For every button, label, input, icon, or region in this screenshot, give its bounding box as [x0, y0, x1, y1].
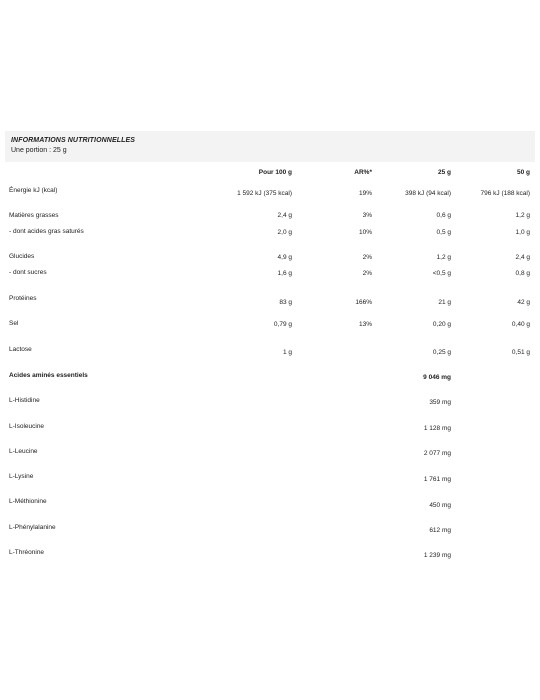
- column-header-ar: AR%*: [354, 169, 372, 176]
- row-value-serving-50g: 1,2 g: [515, 212, 530, 219]
- row-value-serving-25g: 1 239 mg: [423, 552, 451, 559]
- row-value-serving-25g: 1 761 mg: [423, 476, 451, 483]
- row-label: Lactose: [9, 346, 32, 353]
- row-label: L-Isoleucine: [9, 423, 45, 430]
- row-label: L-Phénylalanine: [9, 524, 56, 531]
- row-value-serving-50g: 42 g: [517, 299, 530, 306]
- row-label: - dont sucres: [9, 269, 47, 276]
- row-label: Glucides: [9, 253, 35, 260]
- row-value-serving-25g: 21 g: [438, 299, 451, 306]
- row-value-per100: 2,0 g: [277, 229, 292, 236]
- nutrition-header: [5, 131, 535, 162]
- row-value-serving-50g: 0,40 g: [511, 321, 530, 328]
- row-label: L-Thréonine: [9, 549, 45, 556]
- row-label: - dont acides gras saturés: [9, 228, 84, 235]
- row-value-serving-25g: 359 mg: [429, 399, 451, 406]
- row-value-per100: 0,79 g: [273, 321, 292, 328]
- row-value-serving-25g: 450 mg: [429, 502, 451, 509]
- row-value-serving-25g: 0,6 g: [436, 212, 451, 219]
- row-value-serving-25g: 0,5 g: [436, 229, 451, 236]
- row-label: Énergie kJ (kcal): [9, 187, 58, 194]
- nutrition-title: INFORMATIONS NUTRITIONNELLES: [11, 137, 135, 144]
- row-label: L-Leucine: [9, 448, 38, 455]
- row-label: L-Histidine: [9, 397, 40, 404]
- row-value-serving-25g: 612 mg: [429, 527, 451, 534]
- row-value-serving-25g: 9 046 mg: [423, 374, 451, 381]
- column-header-serving-50g: 50 g: [516, 169, 530, 176]
- row-value-per100: 2,4 g: [277, 212, 292, 219]
- row-value-ar: 19%: [358, 190, 372, 197]
- row-label: Matières grasses: [9, 212, 59, 219]
- row-value-serving-25g: 1,2 g: [436, 254, 451, 261]
- row-value-per100: 1 g: [282, 349, 292, 356]
- row-value-ar: 2%: [362, 254, 372, 261]
- nutrition-panel: [5, 131, 535, 571]
- row-label: L-Lysine: [9, 473, 34, 480]
- row-value-ar: 166%: [355, 299, 372, 306]
- row-value-serving-50g: 0,8 g: [515, 270, 530, 277]
- column-header-per100: Pour 100 g: [258, 169, 292, 176]
- column-header-serving-25g: 25 g: [437, 169, 451, 176]
- row-value-ar: 10%: [358, 229, 372, 236]
- row-value-serving-25g: 1 128 mg: [423, 425, 451, 432]
- row-value-serving-25g: 0,20 g: [432, 321, 451, 328]
- row-value-serving-25g: 0,25 g: [432, 349, 451, 356]
- row-label: Protéines: [9, 295, 37, 302]
- row-label: L-Méthionine: [9, 498, 47, 505]
- row-value-serving-25g: 2 077 mg: [423, 450, 451, 457]
- row-value-serving-50g: 2,4 g: [515, 254, 530, 261]
- row-value-per100: 1,6 g: [277, 270, 292, 277]
- row-value-serving-25g: 398 kJ (94 kcal): [405, 190, 451, 197]
- row-value-per100: 83 g: [279, 299, 292, 306]
- row-value-per100: 1 592 kJ (375 kcal): [237, 190, 292, 197]
- row-value-per100: 4,9 g: [277, 254, 292, 261]
- row-value-serving-50g: 0,51 g: [511, 349, 530, 356]
- portion-subtitle: Une portion : 25 g: [11, 147, 67, 154]
- row-value-ar: 2%: [362, 270, 372, 277]
- row-value-serving-25g: <0,5 g: [432, 270, 451, 277]
- row-value-ar: 3%: [362, 212, 372, 219]
- row-label: Acides aminés essentiels: [9, 372, 88, 379]
- row-label: Sel: [9, 320, 19, 327]
- row-value-ar: 13%: [358, 321, 372, 328]
- row-value-serving-50g: 796 kJ (188 kcal): [480, 190, 530, 197]
- row-value-serving-50g: 1,0 g: [515, 229, 530, 236]
